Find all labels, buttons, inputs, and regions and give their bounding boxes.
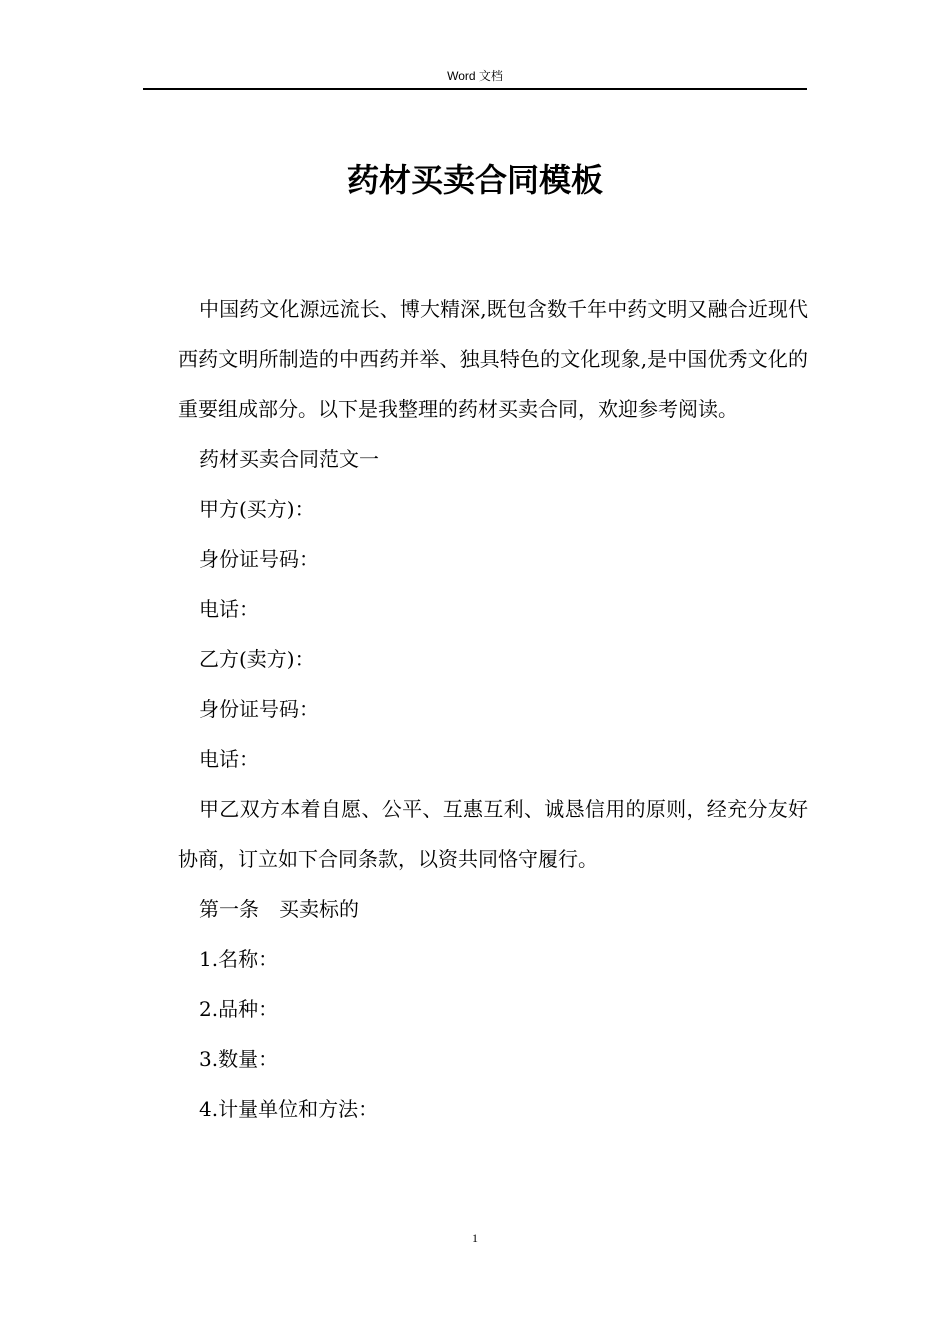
section-heading: 药材买卖合同范文一	[199, 447, 379, 471]
party-b-id-label: 身份证号码：	[199, 697, 319, 721]
page-header	[143, 66, 807, 90]
item-name-label: 1.名称：	[199, 947, 279, 971]
document-body	[178, 284, 808, 1134]
item-unit-label: 4.计量单位和方法：	[199, 1097, 379, 1121]
header-label: Word 文档	[447, 69, 503, 83]
agreement-paragraph: 甲乙双方本着自愿、公平、互惠互利、诚恳信用的原则，经充分友好协商，订立如下合同条款，以资共同恪守履行。	[178, 797, 808, 871]
page-number: 1	[472, 1231, 478, 1245]
party-b-phone-label: 电话：	[199, 747, 259, 771]
item-variety-label: 2.品种：	[199, 997, 279, 1021]
document-title: 药材买卖合同模板	[346, 161, 603, 199]
party-a-phone-label: 电话：	[199, 597, 259, 621]
item-quantity-label: 3.数量：	[199, 1047, 279, 1071]
intro-paragraph: 中国药文化源远流长、博大精深,既包含数千年中药文明又融合近现代西药文明所制造的中西药并举、独具特色的文化现象,是中国优秀文化的重要组成部分。以下是我整理的药材买卖合同，欢迎参考阅读。	[178, 297, 808, 421]
party-a-label: 甲方(买方)：	[199, 497, 315, 521]
party-a-id-label: 身份证号码：	[199, 547, 319, 571]
party-b-label: 乙方(卖方)：	[199, 647, 315, 671]
article-one-heading: 第一条 买卖标的	[199, 897, 359, 921]
